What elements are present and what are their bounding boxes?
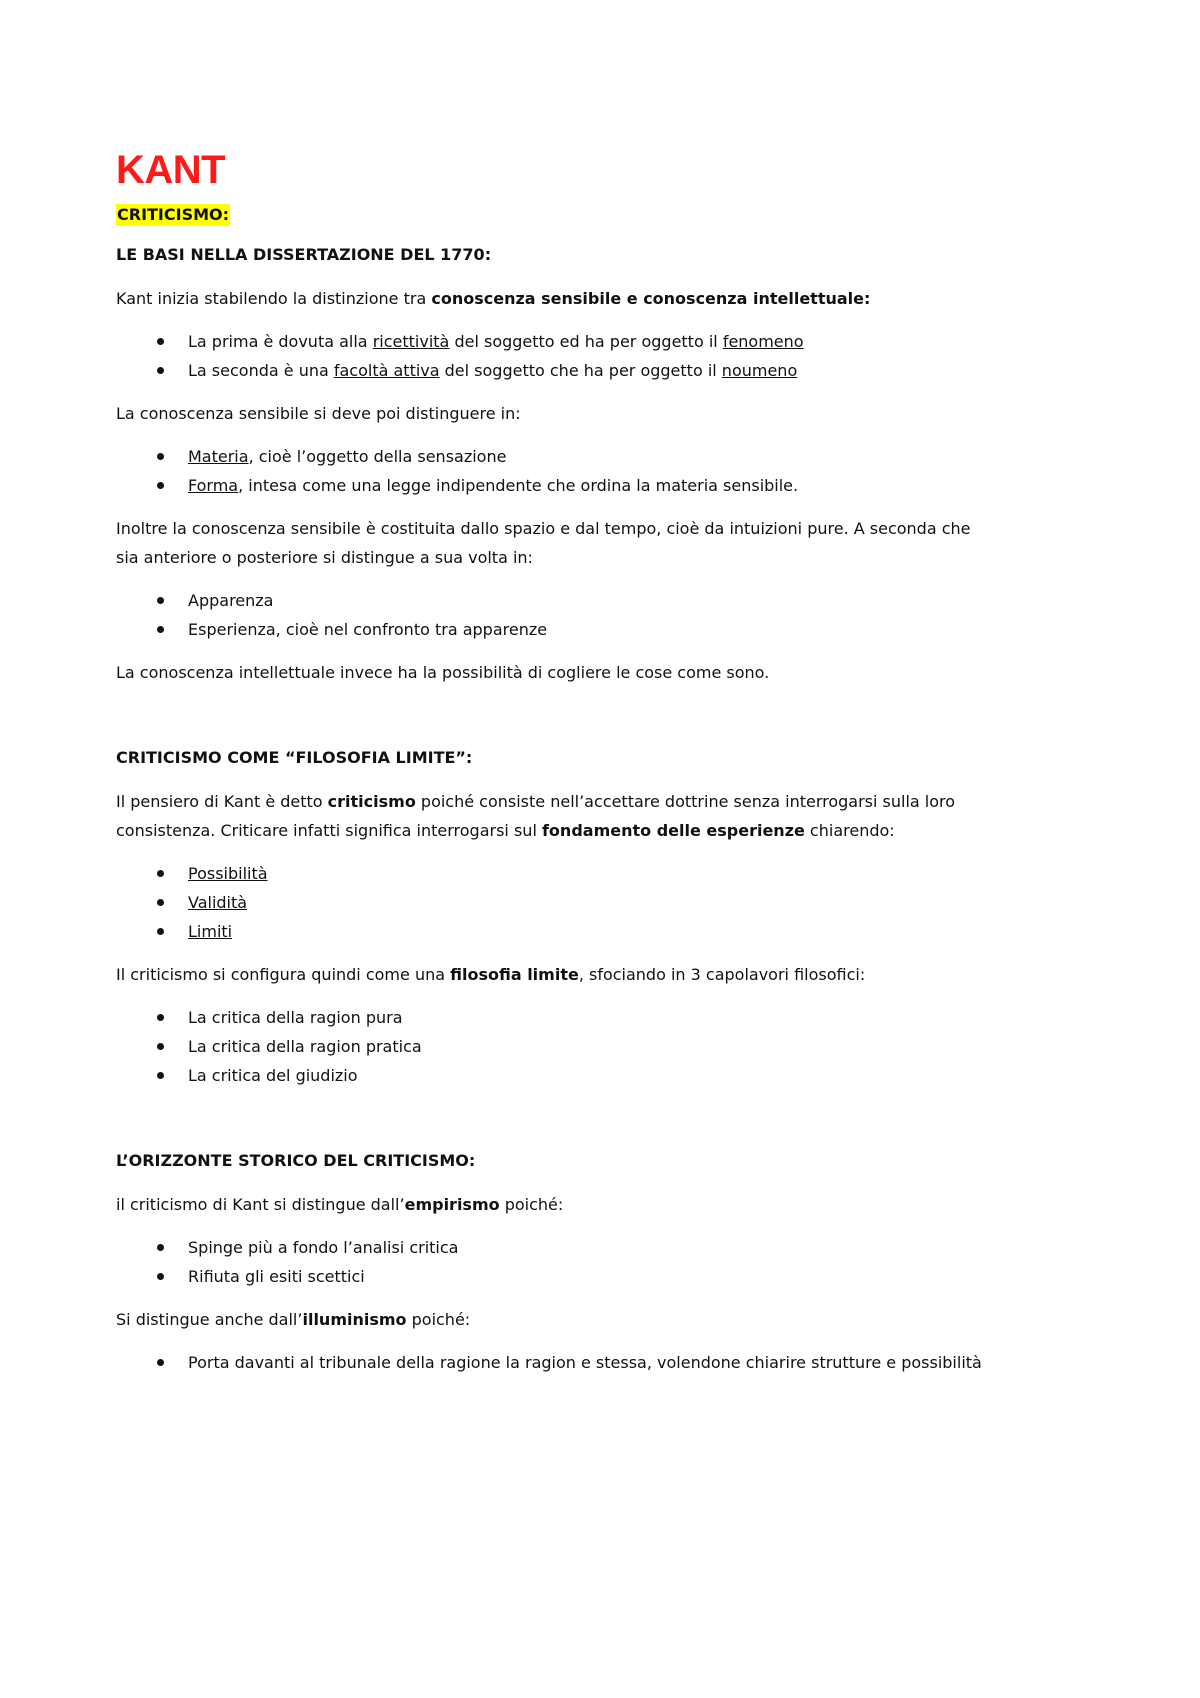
list-item: Forma, intesa come una legge indipendente che ordina la materia sensibile. bbox=[116, 471, 1091, 500]
list-possibilita bbox=[116, 859, 1091, 946]
list-item: Possibilità bbox=[116, 859, 1091, 888]
list-item: La critica del giudizio bbox=[116, 1061, 1091, 1090]
heading-dissertazione: LE BASI NELLA DISSERTAZIONE DEL 1770: bbox=[116, 245, 492, 264]
paragraph-capolavori: Il criticismo si configura quindi come una filosofia limite, sfociando in 3 capolavori filosofici: bbox=[116, 965, 866, 984]
list-item: La critica della ragion pratica bbox=[116, 1032, 1091, 1061]
list-item: Porta davanti al tribunale della ragione la ragion e stessa, volendone chiarire strutture e possibilità bbox=[116, 1348, 1091, 1377]
list-item: Limiti bbox=[116, 917, 1091, 946]
list-critiche bbox=[116, 1003, 1091, 1090]
list-item: Validità bbox=[116, 888, 1091, 917]
paragraph-criticismo: Il pensiero di Kant è detto criticismo poiché consiste nell’accettare dottrine senza interrogarsi sulla loro consistenza. Criticare infatti significa interrogarsi sul fondamento delle esperienze chiarendo: bbox=[116, 792, 956, 840]
paragraph-distinzione: Kant inizia stabilendo la distinzione tra conoscenza sensibile e conoscenza intellettuale: bbox=[116, 289, 871, 308]
list-item: Rifiuta gli esiti scettici bbox=[116, 1262, 1091, 1291]
list-item: Apparenza bbox=[116, 586, 1091, 615]
heading-orizzonte-storico: L’ORIZZONTE STORICO DEL CRITICISMO: bbox=[116, 1151, 476, 1170]
paragraph-sensibile: La conoscenza sensibile si deve poi distinguere in: bbox=[116, 404, 521, 423]
list-item: La critica della ragion pura bbox=[116, 1003, 1091, 1032]
list-empirismo bbox=[116, 1233, 1091, 1291]
section-label-highlighted: CRITICISMO: bbox=[117, 205, 230, 224]
paragraph-spazio-tempo: Inoltre la conoscenza sensibile è costituita dallo spazio e dal tempo, cioè da intuizioni pure. A seconda che sia anteriore o posteriore si distingue a sua volta in: bbox=[116, 519, 971, 567]
list-item: Materia, cioè l’oggetto della sensazione bbox=[116, 442, 1091, 471]
paragraph-illuminismo: Si distingue anche dall’illuminismo poiché: bbox=[116, 1310, 471, 1329]
list-item: La prima è dovuta alla ricettività del soggetto ed ha per oggetto il fenomeno bbox=[116, 327, 1091, 356]
list-item: La seconda è una facoltà attiva del soggetto che ha per oggetto il noumeno bbox=[116, 356, 1091, 385]
list-apparenza bbox=[116, 586, 1091, 644]
heading-filosofia-limite: CRITICISMO COME “FILOSOFIA LIMITE”: bbox=[116, 748, 473, 767]
paragraph-intellettuale: La conoscenza intellettuale invece ha la possibilità di cogliere le cose come sono. bbox=[116, 663, 770, 682]
document-page bbox=[116, 146, 1091, 1377]
list-illuminismo bbox=[116, 1348, 1091, 1377]
list-item: Esperienza, cioè nel confronto tra apparenze bbox=[116, 615, 1091, 644]
list-conoscenze bbox=[116, 327, 1091, 385]
list-item: Spinge più a fondo l’analisi critica bbox=[116, 1233, 1091, 1262]
list-materia-forma bbox=[116, 442, 1091, 500]
paragraph-empirismo: il criticismo di Kant si distingue dall’empirismo poiché: bbox=[116, 1195, 564, 1214]
document-title: KANT bbox=[116, 148, 226, 192]
